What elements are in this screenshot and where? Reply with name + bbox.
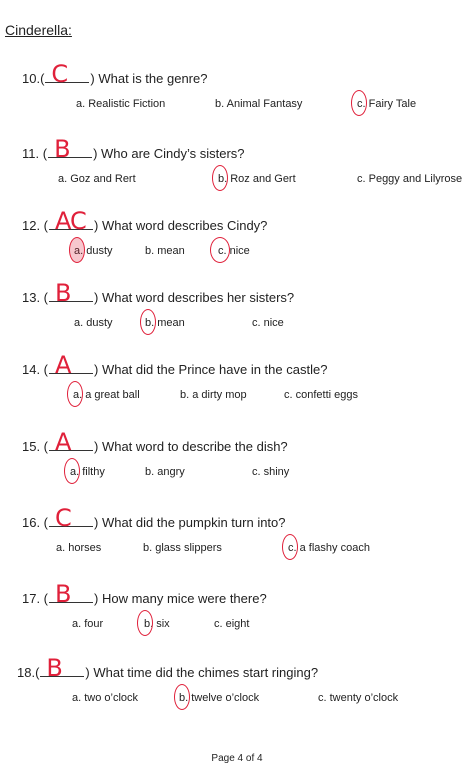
option-a: a. dusty — [74, 245, 113, 257]
title-colon: : — [68, 22, 72, 38]
option-b: b. glass slippers — [143, 542, 222, 554]
handwritten-answer: C — [51, 60, 68, 88]
selected-circle-mark — [212, 165, 228, 191]
option-a: a. Realistic Fiction — [76, 98, 166, 110]
option-a: a. dusty — [74, 317, 113, 329]
question-text: ) What word describes Cindy? — [94, 218, 268, 233]
selected-circle-mark — [351, 90, 367, 116]
answer-blank — [49, 351, 93, 379]
question-text: ) What time did the chimes start ringing? — [85, 665, 319, 680]
option-a: a. filthy — [70, 466, 105, 478]
selected-circle-mark — [174, 684, 190, 710]
question-line — [22, 504, 286, 532]
handwritten-answer: C — [55, 504, 71, 532]
worksheet-title — [5, 22, 72, 38]
answer-blank — [45, 60, 89, 88]
question-text: ) What word to describe the dish? — [94, 439, 288, 454]
answer-blank — [49, 279, 93, 307]
option-c: c. eight — [214, 618, 250, 630]
option-c: c. nice — [218, 245, 250, 257]
handwritten-answer: B — [46, 654, 62, 682]
handwritten-answer: A — [55, 351, 71, 379]
option-a: a. a great ball — [73, 389, 140, 401]
option-b: b. twelve o’clock — [179, 692, 260, 704]
selected-circle-mark — [67, 381, 83, 407]
question-line — [22, 60, 208, 88]
selected-circle-mark — [282, 534, 298, 560]
question-14 — [0, 351, 474, 421]
question-line — [22, 351, 328, 379]
question-number: 10.( — [22, 71, 45, 86]
question-number: 16. ( — [22, 515, 49, 530]
question-number: 17. ( — [22, 591, 49, 606]
selected-circle-mark — [140, 309, 156, 335]
question-number: 18.( — [17, 665, 40, 680]
option-a: a. two o’clock — [72, 692, 139, 704]
option-c: c. Fairy Tale — [357, 98, 417, 110]
handwritten-answer: AC — [55, 207, 86, 235]
question-line — [22, 207, 268, 235]
selected-circle-mark — [69, 237, 85, 263]
option-c: c. Peggy and Lilyrose — [357, 173, 463, 185]
question-12 — [0, 207, 474, 277]
option-b: b. Animal Fantasy — [215, 98, 303, 110]
question-line — [17, 654, 319, 682]
question-15 — [0, 428, 474, 498]
question-11 — [0, 135, 474, 205]
answer-blank — [49, 428, 93, 456]
selected-circle-mark — [64, 458, 80, 484]
question-16 — [0, 504, 474, 574]
question-number: 11. ( — [22, 146, 48, 161]
question-text: ) What did the pumpkin turn into? — [94, 515, 286, 530]
question-line — [22, 428, 288, 456]
handwritten-answer: B — [55, 580, 71, 608]
question-number: 14. ( — [22, 362, 49, 377]
option-c: c. nice — [252, 317, 284, 329]
option-b: b. a dirty mop — [180, 389, 247, 401]
question-text: ) What is the genre? — [90, 71, 208, 86]
question-17 — [0, 580, 474, 650]
option-c: c. confetti eggs — [284, 389, 358, 401]
handwritten-answer: B — [54, 135, 70, 163]
question-18 — [0, 654, 474, 724]
handwritten-answer: B — [55, 279, 71, 307]
question-number: 13. ( — [22, 290, 49, 305]
question-line — [22, 580, 267, 608]
title-text: Cinderella — [5, 22, 69, 38]
option-b: b. six — [144, 618, 170, 630]
question-number: 12. ( — [22, 218, 49, 233]
question-line — [22, 279, 295, 307]
answer-blank — [49, 207, 93, 235]
answer-blank — [48, 135, 92, 163]
option-a: a. Goz and Rert — [58, 173, 136, 185]
option-a: a. four — [72, 618, 104, 630]
question-text: ) Who are Cindy’s sisters? — [93, 146, 245, 161]
question-10 — [0, 60, 474, 130]
question-number: 15. ( — [22, 439, 49, 454]
answer-blank — [49, 580, 93, 608]
option-b: b. angry — [145, 466, 185, 478]
option-b: b. Roz and Gert — [218, 173, 296, 185]
option-b: b. mean — [145, 317, 185, 329]
option-b: b. mean — [145, 245, 185, 257]
answer-blank — [40, 654, 84, 682]
option-c: c. twenty o’clock — [318, 692, 399, 704]
question-text: ) How many mice were there? — [94, 591, 267, 606]
question-line — [22, 135, 245, 163]
selected-circle-mark — [137, 610, 153, 636]
option-a: a. horses — [56, 542, 102, 554]
question-text: ) What did the Prince have in the castle? — [94, 362, 328, 377]
question-13 — [0, 279, 474, 349]
handwritten-answer: A — [55, 428, 71, 456]
question-text: ) What word describes her sisters? — [94, 290, 295, 305]
selected-circle-mark — [210, 237, 230, 263]
answer-blank — [49, 504, 93, 532]
option-c: c. shiny — [252, 466, 290, 478]
option-c: c. a flashy coach — [288, 542, 370, 554]
page-footer: Page 4 of 4 — [211, 753, 263, 764]
